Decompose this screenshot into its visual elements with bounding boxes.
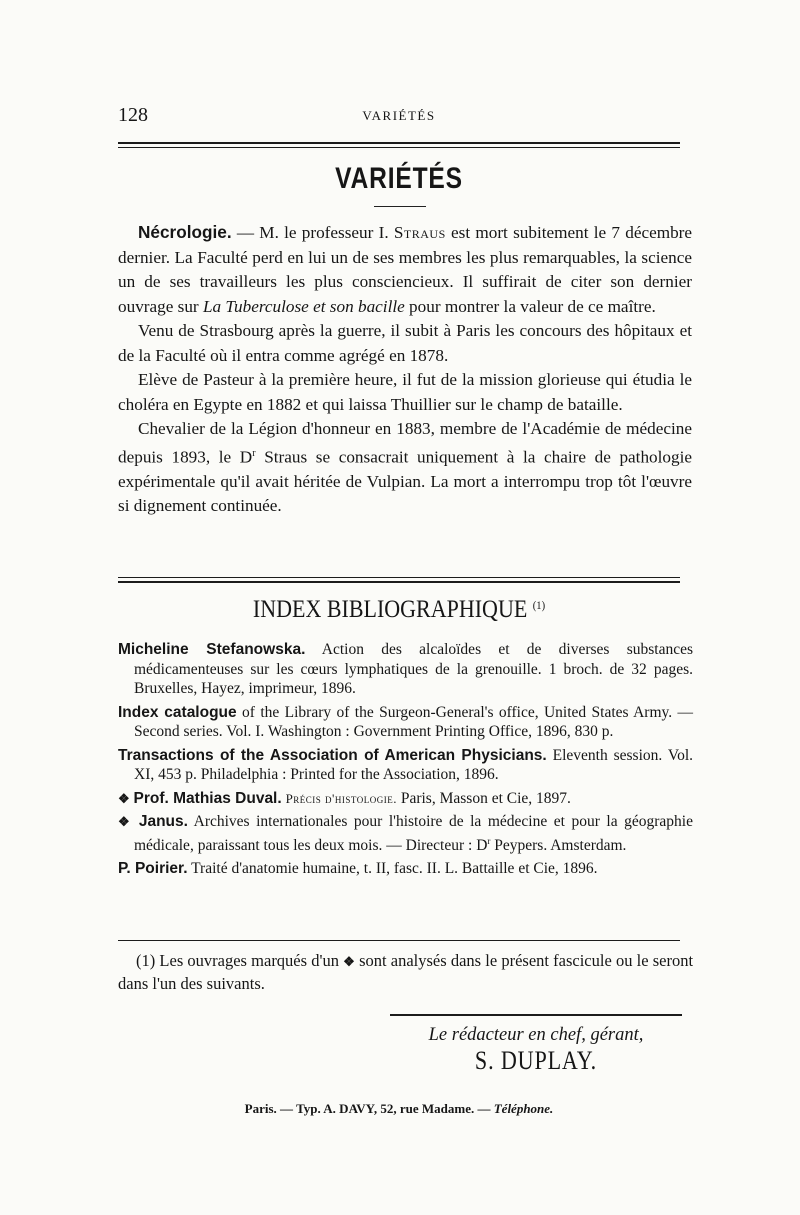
biblio-title: Précis d'histologie. [285,790,397,806]
index-title [152,596,647,624]
printer-phone: Téléphone. [493,1101,554,1116]
footnote-rule [118,940,680,941]
diamond-icon: ❖ [343,954,355,969]
necrologie-paragraph-3: Elève de Pasteur à la première heure, il fut de la mission glorieuse qui étudia le choléra en Egypte en 1882 et qui laissa Thuillier sur le champ de bataille. [118,370,692,414]
section-title: VARIÉTÉS [335,162,463,195]
necrologie-p4-sup: r [252,447,256,459]
biblio-entry [118,746,693,785]
biblio-author: Janus. [138,813,188,830]
biblio-text: Archives internationales pour l'histoire de la médecine et pour la géographie médicale, paraissant tous les deux mois. — Directeur : D [134,813,693,854]
necrologie-p4-a: Chevalier de la Légion d'honneur en 1883, membre de l'Académie de médecine depuis 1893, le D [118,419,692,467]
biblio-text: Action des alcaloïdes et de diverses substances médicamenteuses sur les cœurs lymphatiques de la grenouille. 1 broch. de 32 pages. Bruxelles, Hayez, imprimeur, 1896. [134,641,693,697]
signature-rule [390,1014,682,1016]
diamond-icon: ❖ [118,814,133,829]
signature-name: S. DUPLAY. [474,1046,598,1075]
biblio-text: Paris, Masson et Cie, 1897. [400,789,571,807]
bibliography-list [118,640,693,883]
printer-text: Paris. — Typ. A. DAVY, 52, rue Madame. — [244,1101,491,1116]
running-title: VARIÉTÉS [362,108,436,123]
index-footnote-mark: (1) [532,598,546,612]
biblio-entry [118,640,693,699]
biblio-text: Traité d'anatomie humaine, t. II, fasc. II. L. Battaille et Cie, 1896. [191,860,598,878]
section-rule-thick [118,581,680,583]
footnote-text-b: sont analysés dans le présent fascicule ou le seront dans l'un des suivants. [118,951,694,993]
header-rule-thick [118,142,680,144]
biblio-text-b: Peypers. Amsterdam. [494,836,627,854]
biblio-text: Eleventh session. Vol. XI, 453 p. Philadelphia : Printed for the Association, 1896. [134,746,694,783]
printer-line [118,1101,680,1117]
necrologie-p1-b: est mort subitement le 7 décembre dernier. La Faculté perd en lui un de ses membres les plus remarquables, la science un de ses travailleurs les plus consciencieux. Il suffirait de citer son dernier ouvrage sur [118,223,693,316]
biblio-author: P. Poirier. [118,860,188,878]
necrologie-name: Straus [393,223,446,242]
necrologie-article [118,220,692,519]
biblio-author: Micheline Stefanowska. [118,641,306,658]
biblio-entry [118,812,693,855]
biblio-text: of the Library of the Surgeon-General's office, United States Army. — Second series. Vol. I. Washington : Government Printing Office, 1896, 830 p. [134,703,693,740]
biblio-author: Prof. Mathias Duval. [133,789,282,807]
title-underline [374,206,426,207]
running-head [118,104,680,128]
biblio-author: Transactions of the Association of American Physicians. [118,746,547,764]
necrologie-p1-a: — M. le professeur I. [236,223,389,242]
necrologie-paragraph-2: Venu de Strasbourg après la guerre, il subit à Paris les concours des hôpitaux et de la Faculté où il entra comme agrégé en 1878. [118,321,692,365]
header-rule-thin [118,147,680,148]
biblio-entry [118,789,693,809]
necrologie-lead: Nécrologie. [138,222,232,242]
necrologie-paragraph-1 [118,220,692,319]
page-number: 128 [118,104,148,126]
footnote [118,950,693,995]
biblio-entry [118,703,693,742]
necrologie-p1-c: pour montrer la valeur de ce maître. [409,296,656,316]
biblio-entry [118,859,693,879]
necrologie-p4-b: Straus se consacrait uniquement à la chaire de pathologie expérimentale qu'il avait héritée de Vulpian. La mort a interrompu trop tôt l'œuvre si dignement continuée. [118,447,692,516]
signature-role: Le rédacteur en chef, gérant, [428,1025,644,1045]
section-rule-thin [118,577,680,578]
index-title-text: INDEX BIBLIOGRAPHIQUE [252,596,528,623]
biblio-author: Index catalogue [118,703,237,721]
necrologie-book-title: La Tuberculose et son bacille [202,296,405,316]
necrologie-paragraph-4 [118,417,692,519]
footnote-text-a: (1) Les ouvrages marqués d'un [136,951,339,970]
diamond-icon: ❖ [118,790,130,806]
biblio-sup: r [487,835,491,846]
